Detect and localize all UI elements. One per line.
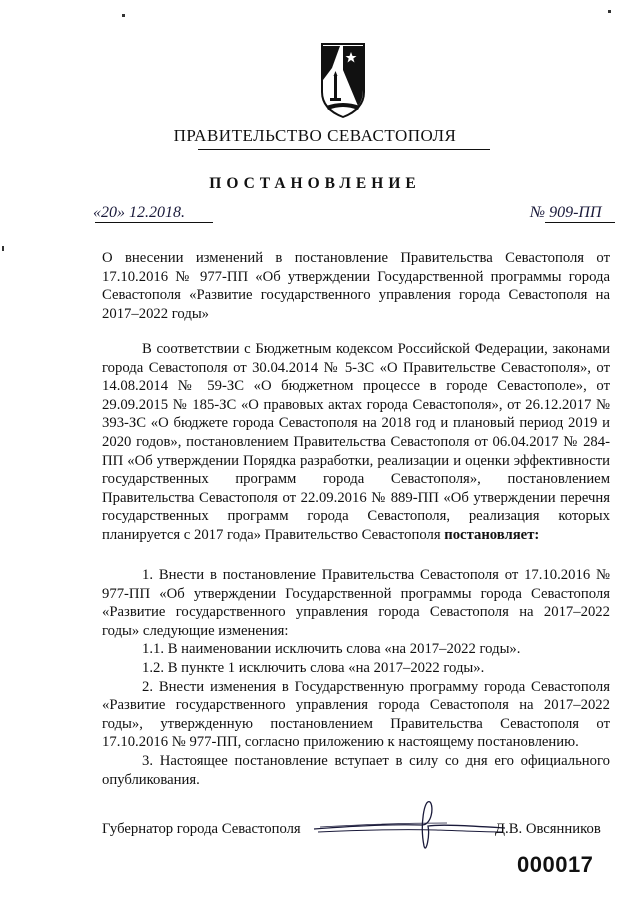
number-underline (545, 222, 615, 223)
handwritten-signature (312, 796, 507, 856)
signatory-position: Губернатор города Севастополя (102, 821, 301, 837)
document-date: «20» 12.2018. (93, 204, 185, 221)
document-subject (102, 249, 610, 323)
preamble-text: В соответствии с Бюджетным кодексом Российской Федерации, законами города Севастополя от 30.04.2014 № 5-ЗС «О Правительстве Севастополя», от 14.08.2014 № 59-ЗС «О бюджетном процессе в городе Севастополе», от 29.09.2015 № 185-ЗС «О правовых актах города Севастополя», от 26.12.2017 № 393-ЗС «О бюджете города Севастополя на 2018 год и плановый период 2019 и 2020 годов», постановлением Правительства Севастополя от 06.04.2017 № 284-ПП «Об утверждении Порядка разработки, реализации и оценки эффективности государственных программ города Севастополя», постановлением Правительства Севастополя от 22.09.2016 № 889-ПП «Об утверждении перечня государственных программ города Севастополя, реализация которых планируется с 2017 года» Правительство Севастополя (102, 341, 610, 543)
item-3: 3. Настоящее постановление вступает в силу со дня его официального опубликования. (102, 752, 610, 788)
resolution-items (102, 566, 610, 789)
title-divider (198, 149, 490, 150)
scan-mark (2, 246, 4, 251)
resolves-word: постановляет: (444, 526, 540, 543)
signatory-name: Д.В. Овсянников (495, 821, 601, 837)
document-preamble (102, 340, 610, 545)
scan-mark (608, 10, 611, 13)
preamble-paragraph (102, 340, 610, 545)
document-type-heading: ПОСТАНОВЛЕНИЕ (209, 175, 421, 192)
date-underline (95, 222, 213, 223)
government-title: ПРАВИТЕЛЬСТВО СЕВАСТОПОЛЯ (173, 126, 457, 145)
serial-number: 000017 (517, 852, 594, 877)
document-number: № 909-ПП (530, 204, 602, 221)
subject-text: О внесении изменений в постановление Правительства Севастополя от 17.10.2016 № 977-ПП «Об утверждении Государственной программы города Севастополя «Развитие государственного управления города Севастополя на 2017–2022 годы» (102, 250, 610, 322)
item-1-2: 1.2. В пункте 1 исключить слова «на 2017–2022 годы». (142, 659, 485, 676)
item-1: 1. Внести в постановление Правительства Севастополя от 17.10.2016 № 977-ПП «Об утверждении Государственной программы города Севастополя «Развитие государственного управления города Севастополя на 2017–2022 годы» следующие изменения: (102, 567, 610, 639)
item-2: 2. Внести изменения в Государственную программу города Севастополя «Развитие государственного управления города Севастополя на 2017–2022 годы», утвержденную постановлением Правительства Севастополя от 17.10.2016 № 977-ПП, согласно приложению к настоящему постановлению. (102, 678, 610, 751)
scan-mark (122, 14, 125, 17)
item-1-1: 1.1. В наименовании исключить слова «на 2017–2022 годы». (142, 641, 521, 658)
sevastopol-coat-of-arms-icon (318, 40, 368, 120)
